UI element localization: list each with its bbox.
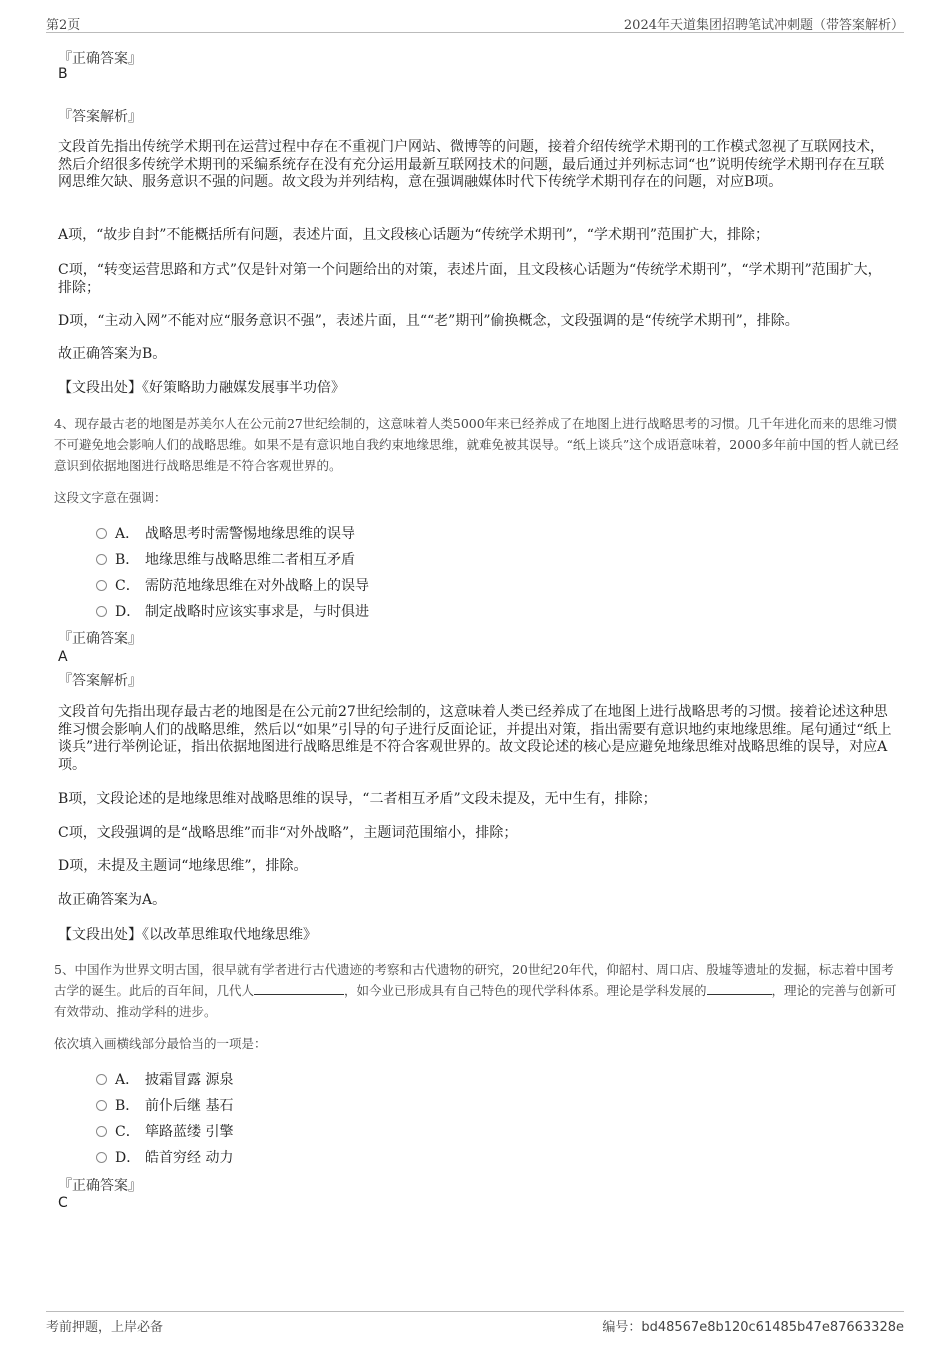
analysis-source: 【文段出处】《以改革思维取代地缘思维》 bbox=[58, 927, 317, 943]
analysis-option-a: A项，“故步自封”不能概括所有问题，表述片面，且文段核心话题为“传统学术期刊”，“学术期刊”范围扩大，排除； bbox=[58, 227, 770, 243]
page-header bbox=[46, 12, 904, 33]
analysis-label: 『答案解析』 bbox=[58, 109, 142, 125]
analysis-option-c: C项，“转变运营思路和方式”仅是针对第一个问题给出的对策，表述片面，且文段核心话题为“传统学术期刊”，“学术期刊”范围扩大，排除； bbox=[58, 262, 882, 296]
analysis-label: 『答案解析』 bbox=[58, 673, 142, 689]
radio-button-icon[interactable] bbox=[96, 580, 107, 591]
question-5-option-c[interactable]: C． 筚路蓝缕 引擎 bbox=[96, 1121, 233, 1141]
footer-motto: 考前押题，上岸必备 bbox=[46, 1320, 164, 1335]
correct-answer-label: 『正确答案』 bbox=[58, 1178, 142, 1194]
radio-button-icon[interactable] bbox=[96, 554, 107, 565]
page-footer bbox=[46, 1311, 904, 1334]
analysis-conclusion: 故正确答案为B。 bbox=[58, 346, 167, 362]
page-number: 第2页 bbox=[46, 18, 81, 33]
correct-answer-value: B bbox=[58, 66, 68, 82]
question-4-stem: 4、现存最古老的地图是苏美尔人在公元前27世纪绘制的，这意味着人类5000年来已经养成了在地图上进行战略思考的习惯。几千年进化而来的思维习惯不可避免地会影响人们的战略思维。如果不是有意识地自我约束地缘思维，就难免被其误导。“纸上谈兵”这个成语意味着，2000多年前中国的哲人就已经意识到依据地图进行战略思维是不符合客观世界的。 bbox=[54, 416, 899, 473]
analysis-source: 【文段出处】《好策略助力融媒发展事半功倍》 bbox=[58, 380, 345, 396]
question-4-option-d[interactable]: D． 制定战略时应该实事求是，与时俱进 bbox=[96, 601, 369, 621]
radio-button-icon[interactable] bbox=[96, 528, 107, 539]
question-5-option-b[interactable]: B． 前仆后继 基石 bbox=[96, 1095, 233, 1115]
radio-button-icon[interactable] bbox=[96, 1126, 107, 1137]
question-4-option-a[interactable]: A． 战略思考时需警惕地缘思维的误导 bbox=[96, 523, 355, 543]
radio-button-icon[interactable] bbox=[96, 606, 107, 617]
document-title: 2024年天道集团招聘笔试冲刺题（带答案解析） bbox=[623, 18, 904, 33]
analysis-option-d: D项，未提及主题词“地缘思维”，排除。 bbox=[58, 858, 308, 874]
question-4-option-c[interactable]: C． 需防范地缘思维在对外战略上的误导 bbox=[96, 575, 369, 595]
correct-answer-value: A bbox=[58, 649, 68, 665]
question-5-prompt: 依次填入画横线部分最恰当的一项是： bbox=[54, 1036, 267, 1051]
correct-answer-label: 『正确答案』 bbox=[58, 51, 142, 67]
analysis-option-b: B项，文段论述的是地缘思维对战略思维的误导，“二者相互矛盾”文段未提及，无中生有，排除； bbox=[58, 791, 657, 807]
question-4-option-b[interactable]: B． 地缘思维与战略思维二者相互矛盾 bbox=[96, 549, 355, 569]
question-5-option-a[interactable]: A． 披霜冒露 源泉 bbox=[96, 1069, 233, 1089]
analysis-main: 文段首句先指出现存最古老的地图是在公元前27世纪绘制的，这意味着人类已经养成了在地图上进行战略思考的习惯。接着论述这种思维习惯会影响人们的战略思维，然后以“如果”引导的句子进行反面论证，并提出对策，指出需要有意识地约束地缘思维。尾句通过“纸上谈兵”进行举例论证，指出依据地图进行战略思维是不符合客观世界的。故文段论述的核心是应避免地缘思维对战略思维的误导，对应A项。 bbox=[58, 704, 892, 773]
correct-answer-label: 『正确答案』 bbox=[58, 631, 142, 647]
document-code: 编号：bd48567e8b120c61485b47e87663328e bbox=[602, 1320, 904, 1335]
analysis-option-c: C项，文段强调的是“战略思维”而非“对外战略”，主题词范围缩小，排除； bbox=[58, 825, 518, 841]
fill-blank-1[interactable] bbox=[254, 982, 344, 995]
analysis-conclusion: 故正确答案为A。 bbox=[58, 892, 167, 908]
correct-answer-value: C bbox=[58, 1195, 68, 1211]
question-5-option-d[interactable]: D． 皓首穷经 动力 bbox=[96, 1147, 233, 1167]
radio-button-icon[interactable] bbox=[96, 1100, 107, 1111]
question-5-stem: 5、中国作为世界文明古国，很早就有学者进行古代遗迹的考察和古代遗物的研究，20世纪20年代，仰韶村、周口店、殷墟等遗址的发掘，标志着中国考古学的诞生。此后的百年间，几代人 ，如今业已形成具有自己特色的现代学科体系。理论是学科发展的 ，理论的完善与创新可有效带动、推动学科的进步。 bbox=[54, 962, 897, 1019]
radio-button-icon[interactable] bbox=[96, 1152, 107, 1163]
fill-blank-2[interactable] bbox=[707, 982, 772, 995]
question-4-prompt: 这段文字意在强调： bbox=[54, 490, 167, 505]
analysis-option-d: D项，“主动入网”不能对应“服务意识不强”，表述片面，且““老”期刊”偷换概念，文段强调的是“传统学术期刊”，排除。 bbox=[58, 313, 799, 329]
analysis-main: 文段首先指出传统学术期刊在运营过程中存在不重视门户网站、微博等的问题，接着介绍传统学术期刊的工作模式忽视了互联网技术，然后介绍很多传统学术期刊的采编系统存在没有充分运用最新互联网技术的问题，最后通过并列标志词“也”说明传统学术期刊存在互联网思维欠缺、服务意识不强的问题。故文段为并列结构，意在强调融媒体时代下传统学术期刊存在的问题，对应B项。 bbox=[58, 139, 885, 190]
radio-button-icon[interactable] bbox=[96, 1074, 107, 1085]
